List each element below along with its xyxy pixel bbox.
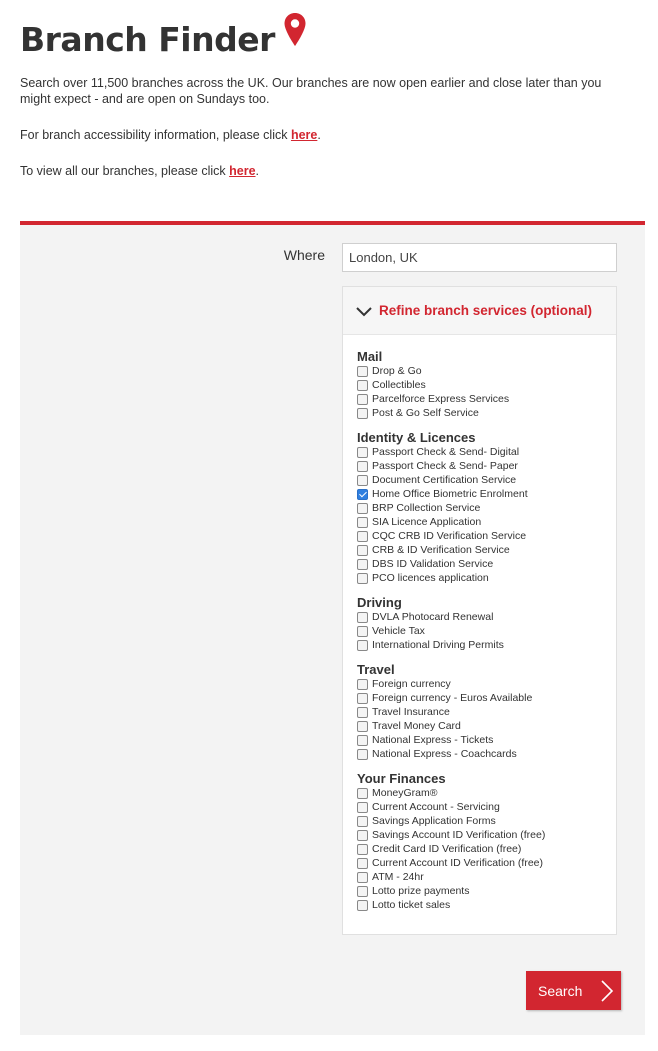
page-title: Branch Finder bbox=[20, 20, 275, 59]
service-option[interactable] bbox=[357, 677, 616, 691]
service-label: Passport Check & Send- Digital bbox=[372, 446, 520, 458]
service-label: Document Certification Service bbox=[372, 474, 517, 486]
refine-toggle[interactable] bbox=[343, 287, 616, 335]
service-label: Lotto ticket sales bbox=[372, 899, 451, 911]
service-option[interactable] bbox=[357, 529, 616, 543]
refine-label: Refine branch services (optional) bbox=[379, 303, 593, 318]
service-label: Foreign currency - Euros Available bbox=[372, 692, 533, 704]
service-checkbox[interactable] bbox=[357, 830, 368, 841]
service-option[interactable] bbox=[357, 501, 616, 515]
service-label: Parcelforce Express Services bbox=[372, 393, 510, 405]
map-pin-icon bbox=[283, 12, 307, 48]
service-checkbox[interactable] bbox=[357, 872, 368, 883]
service-label: BRP Collection Service bbox=[372, 502, 481, 514]
service-checkbox[interactable] bbox=[357, 366, 368, 377]
service-label: PCO licences application bbox=[372, 572, 489, 584]
service-label: National Express - Coachcards bbox=[372, 748, 517, 760]
service-checkbox[interactable] bbox=[357, 573, 368, 584]
service-option[interactable] bbox=[357, 870, 616, 884]
service-label: MoneyGram® bbox=[372, 787, 438, 799]
service-label: National Express - Tickets bbox=[372, 734, 494, 746]
service-label: Savings Account ID Verification (free) bbox=[372, 829, 546, 841]
period: . bbox=[255, 164, 260, 178]
service-label: Travel Insurance bbox=[372, 706, 450, 718]
service-checkbox[interactable] bbox=[357, 380, 368, 391]
service-option[interactable] bbox=[357, 747, 616, 761]
service-label: Drop & Go bbox=[372, 365, 422, 377]
service-option[interactable] bbox=[357, 610, 616, 624]
service-label: DVLA Photocard Renewal bbox=[372, 611, 494, 623]
service-label: ATM - 24hr bbox=[372, 871, 424, 883]
service-label: CQC CRB ID Verification Service bbox=[372, 530, 527, 542]
service-label: International Driving Permits bbox=[372, 639, 504, 651]
service-groups bbox=[343, 335, 616, 912]
service-checkbox[interactable] bbox=[357, 900, 368, 911]
service-checkbox[interactable] bbox=[357, 844, 368, 855]
service-label: Travel Money Card bbox=[372, 720, 461, 732]
service-option[interactable] bbox=[357, 842, 616, 856]
service-option[interactable] bbox=[357, 473, 616, 487]
service-checkbox[interactable] bbox=[357, 559, 368, 570]
service-checkbox[interactable] bbox=[357, 735, 368, 746]
service-option[interactable] bbox=[357, 638, 616, 652]
service-label: Current Account ID Verification (free) bbox=[372, 857, 543, 869]
service-checkbox[interactable] bbox=[357, 408, 368, 419]
service-checkbox[interactable] bbox=[357, 858, 368, 869]
service-label: Current Account - Servicing bbox=[372, 801, 500, 813]
service-checkbox[interactable] bbox=[357, 802, 368, 813]
service-checkbox[interactable] bbox=[357, 503, 368, 514]
group-title: Your Finances bbox=[357, 771, 446, 786]
service-option[interactable] bbox=[357, 487, 616, 501]
service-option[interactable] bbox=[357, 364, 616, 378]
service-option[interactable] bbox=[357, 557, 616, 571]
chevron-down-icon bbox=[355, 306, 373, 318]
search-label: Search bbox=[538, 982, 583, 999]
service-checkbox[interactable] bbox=[357, 612, 368, 623]
service-checkbox[interactable] bbox=[357, 788, 368, 799]
service-checkbox[interactable] bbox=[357, 461, 368, 472]
service-option[interactable] bbox=[357, 445, 616, 459]
search-button[interactable] bbox=[526, 971, 621, 1010]
service-checkbox[interactable] bbox=[357, 707, 368, 718]
service-checkbox[interactable] bbox=[357, 517, 368, 528]
service-option[interactable] bbox=[357, 459, 616, 473]
service-checkbox[interactable] bbox=[357, 475, 368, 486]
service-option[interactable] bbox=[357, 691, 616, 705]
service-option[interactable] bbox=[357, 733, 616, 747]
intro-paragraph: Search over 11,500 branches across the UK. Our branches are now open earlier and close later than you might expect - and are open on Sundays too. bbox=[20, 76, 602, 106]
service-checkbox[interactable] bbox=[357, 816, 368, 827]
accessibility-paragraph bbox=[20, 127, 630, 143]
service-label: Foreign currency bbox=[372, 678, 451, 690]
service-option[interactable] bbox=[357, 705, 616, 719]
service-checkbox[interactable] bbox=[357, 886, 368, 897]
where-input[interactable] bbox=[342, 243, 617, 272]
service-option[interactable] bbox=[357, 856, 616, 870]
service-label: Home Office Biometric Enrolment bbox=[372, 488, 528, 500]
intro-text bbox=[20, 75, 630, 199]
service-label: Lotto prize payments bbox=[372, 885, 470, 897]
service-option[interactable] bbox=[357, 571, 616, 585]
service-option[interactable] bbox=[357, 392, 616, 406]
group-title: Mail bbox=[357, 349, 383, 364]
service-label: Collectibles bbox=[372, 379, 426, 391]
service-checkbox[interactable] bbox=[357, 531, 368, 542]
service-option[interactable] bbox=[357, 543, 616, 557]
service-option[interactable] bbox=[357, 624, 616, 638]
service-option[interactable] bbox=[357, 719, 616, 733]
all-branches-paragraph bbox=[20, 163, 630, 179]
search-panel bbox=[20, 221, 645, 1035]
service-label: DBS ID Validation Service bbox=[372, 558, 494, 570]
service-checkbox[interactable] bbox=[357, 545, 368, 556]
all-branches-text: To view all our branches, please click bbox=[20, 164, 230, 178]
service-label: Post & Go Self Service bbox=[372, 407, 479, 419]
service-option[interactable] bbox=[357, 406, 616, 420]
title-row bbox=[20, 10, 640, 60]
service-checkbox[interactable] bbox=[357, 626, 368, 637]
service-label: SIA Licence Application bbox=[372, 516, 482, 528]
service-option[interactable] bbox=[357, 884, 616, 898]
page-header bbox=[20, 10, 640, 60]
period: . bbox=[317, 128, 321, 142]
service-label: Vehicle Tax bbox=[372, 625, 425, 637]
group-title: Travel bbox=[357, 662, 395, 677]
service-option[interactable] bbox=[357, 800, 616, 814]
service-checkbox[interactable] bbox=[357, 679, 368, 690]
service-option[interactable] bbox=[357, 814, 616, 828]
service-option[interactable] bbox=[357, 898, 616, 912]
service-label: Savings Application Forms bbox=[372, 815, 496, 827]
service-option[interactable] bbox=[357, 515, 616, 529]
service-label: CRB & ID Verification Service bbox=[372, 544, 510, 556]
chevron-right-icon bbox=[599, 979, 615, 1003]
service-checkbox[interactable] bbox=[357, 693, 368, 704]
service-label: Passport Check & Send- Paper bbox=[372, 460, 518, 472]
service-checkbox[interactable] bbox=[357, 640, 368, 651]
service-option[interactable] bbox=[357, 786, 616, 800]
service-option[interactable] bbox=[357, 378, 616, 392]
accessibility-text: For branch accessibility information, please click bbox=[20, 128, 291, 142]
service-checkbox[interactable] bbox=[357, 489, 368, 500]
accessibility-link[interactable]: here bbox=[290, 128, 318, 142]
group-title: Driving bbox=[357, 595, 402, 610]
service-label: Credit Card ID Verification (free) bbox=[372, 843, 522, 855]
service-checkbox[interactable] bbox=[357, 447, 368, 458]
service-checkbox[interactable] bbox=[357, 394, 368, 405]
where-label: Where bbox=[283, 247, 325, 263]
refine-services-box bbox=[342, 286, 617, 935]
group-title: Identity & Licences bbox=[357, 430, 476, 445]
service-checkbox[interactable] bbox=[357, 721, 368, 732]
service-checkbox[interactable] bbox=[357, 749, 368, 760]
all-branches-link[interactable]: here bbox=[229, 164, 256, 178]
service-option[interactable] bbox=[357, 828, 616, 842]
